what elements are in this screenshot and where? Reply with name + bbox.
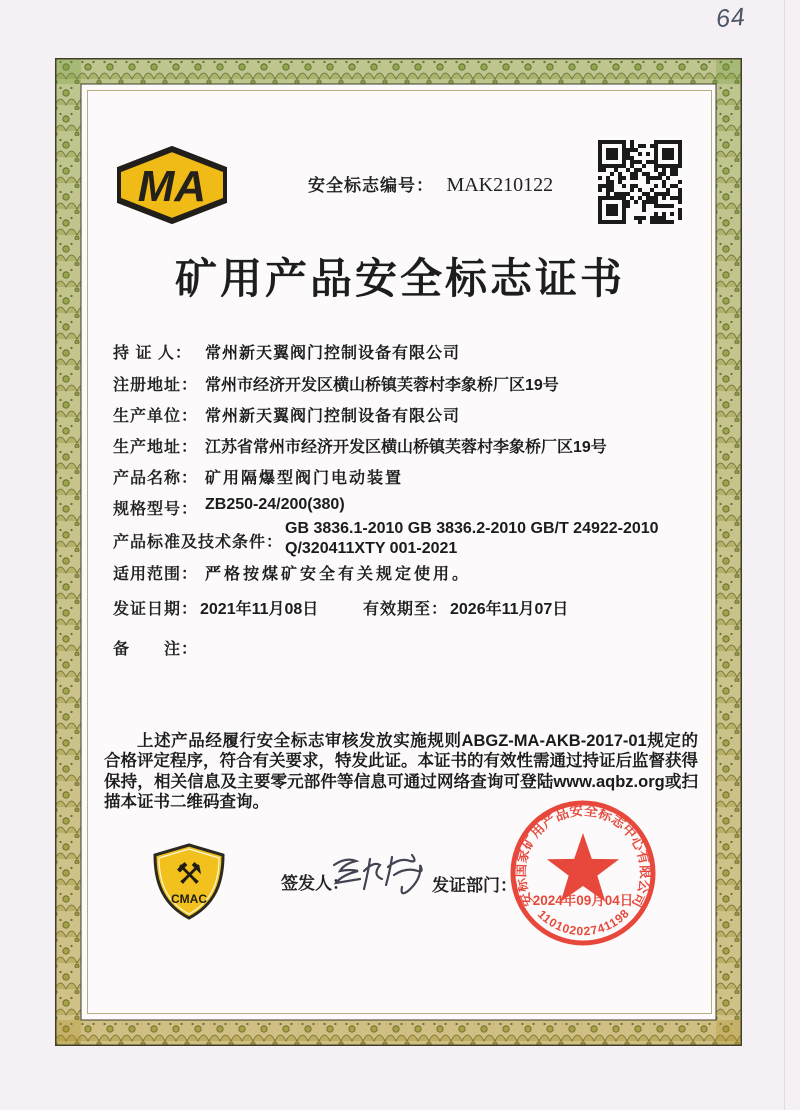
department-label: 发证部门： xyxy=(432,876,517,895)
production-address-label: 生产地址： xyxy=(113,439,199,456)
seal-ring-text: 安标国家矿用产品安全标志中心有限公司 xyxy=(513,802,653,910)
expiry-date-value: 2026年11月07日 xyxy=(450,601,569,618)
seal-number: 11010202741198 xyxy=(534,906,632,939)
expiry-date-label: 有效期至： xyxy=(363,601,449,618)
certificate-title: 矿用产品安全标志证书 xyxy=(174,257,625,303)
producer-value: 常州新天翼阀门控制设备有限公司 xyxy=(205,408,461,425)
qr-code-icon xyxy=(598,140,682,224)
model-value: ZB250-24/200(380) xyxy=(205,496,345,513)
signature xyxy=(330,849,426,901)
scope-label: 适用范围： xyxy=(113,566,199,583)
hammer-and-pick-icon: ⚒ xyxy=(175,858,203,891)
remark-label: 备 注： xyxy=(113,641,199,658)
standards-label: 产品标准及技术条件： xyxy=(113,534,284,551)
holder-value: 常州新天翼阀门控制设备有限公司 xyxy=(205,345,461,362)
certificate-number-value: MAK210122 xyxy=(446,174,554,196)
seal-date: 2024年09月04日 xyxy=(532,893,634,908)
certificate-number-label: 安全标志编号： xyxy=(308,176,434,195)
product-name-label: 产品名称： xyxy=(113,470,199,487)
model-label: 规格型号： xyxy=(113,501,199,518)
production-address-value: 江苏省常州市经济开发区横山桥镇芙蓉村李象桥厂区19号 xyxy=(205,439,607,456)
cmac-text: CMAC xyxy=(171,892,207,906)
ma-logo-text: MA xyxy=(137,162,207,211)
standards-value: GB 3836.1-2010 GB 3836.2-2010 GB/T 24922-2010 Q/320411XTY 001-2021 xyxy=(285,520,659,557)
ma-logo xyxy=(117,145,227,225)
issue-date-value: 2021年11月08日 xyxy=(200,601,319,618)
holder-label: 持 证 人： xyxy=(113,345,192,362)
registered-address-label: 注册地址： xyxy=(113,377,199,394)
signer-label: 签发人： xyxy=(281,874,349,893)
producer-label: 生产单位： xyxy=(113,408,199,425)
registered-address-value: 常州市经济开发区横山桥镇芙蓉村李象桥厂区19号 xyxy=(205,377,559,394)
official-red-seal xyxy=(505,797,661,953)
issue-date-label: 发证日期： xyxy=(113,601,199,618)
seal-star xyxy=(547,833,619,902)
statement-paragraph: 上述产品经履行安全标志审核发放实施规则ABGZ-MA-AKB-2017-01规定的合格评定程序，符合有关要求，特发此证。本证书的有效性需通过持证后监督获得保持，相关信息及主要零元部件等信息可通过网络查询可登陆www.aqbz.org或扫描本证书二维码查询。 xyxy=(104,732,698,812)
scope-value: 严格按煤矿安全有关规定使用。 xyxy=(205,566,472,583)
cmac-shield-logo xyxy=(149,843,229,921)
handwritten-page-number: 64 xyxy=(714,2,747,34)
product-name-value: 矿用隔爆型阀门电动装置 xyxy=(205,470,404,487)
certificate-number-row xyxy=(308,171,553,197)
